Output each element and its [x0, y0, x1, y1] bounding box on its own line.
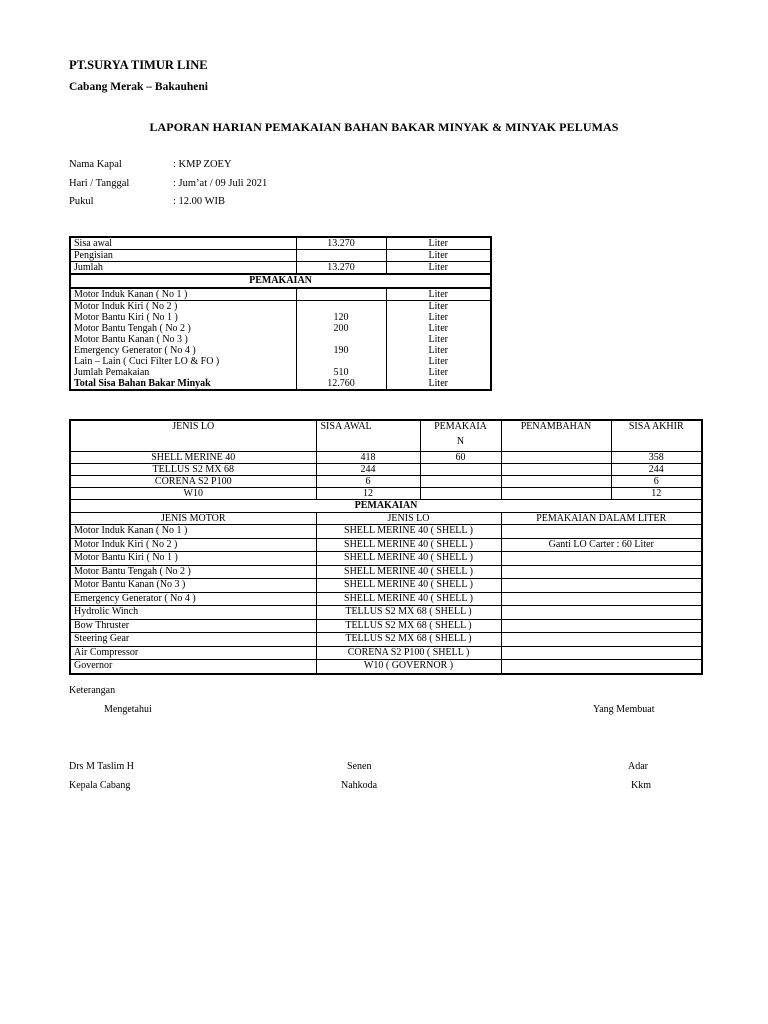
- row-label: Jumlah: [70, 262, 296, 275]
- ship-name-value: : KMP ZOEY: [173, 159, 232, 170]
- time-label: Pukul: [69, 196, 94, 207]
- table-row: [70, 301, 491, 313]
- branch-name: Cabang Merak – Bakauheni: [69, 81, 208, 93]
- table-row: [70, 606, 702, 620]
- report-title: LAPORAN HARIAN PEMAKAIAN BAHAN BAKAR MINYAK & MINYAK PELUMAS: [149, 120, 619, 134]
- lo-tambah: [501, 464, 611, 476]
- motor-name: Governor: [70, 660, 316, 674]
- lo-akhir: 12: [611, 488, 702, 500]
- table-row: [70, 288, 491, 301]
- motor-lo: SHELL MERINE 40 ( SHELL ): [316, 592, 501, 606]
- row-unit: Liter: [386, 237, 491, 250]
- lo-awal: 244: [316, 464, 420, 476]
- signer-name: Senen: [347, 761, 372, 772]
- motor-lo: SHELL MERINE 40 ( SHELL ): [316, 565, 501, 579]
- row-unit: Liter: [386, 323, 491, 334]
- motor-liter: [501, 579, 702, 593]
- row-value: 13.270: [296, 237, 386, 250]
- table-row: [70, 312, 491, 323]
- header-sisa-awal: SISA AWAL: [316, 420, 420, 452]
- motor-name: Motor Bantu Kiri ( No 1 ): [70, 552, 316, 566]
- motor-name: Motor Induk Kanan ( No 1 ): [70, 525, 316, 539]
- row-label: Motor Bantu Tengah ( No 2 ): [70, 323, 296, 334]
- row-unit: Liter: [386, 367, 491, 378]
- table-row: [70, 525, 702, 539]
- row-value: [296, 288, 386, 301]
- motor-lo: TELLUS S2 MX 68 ( SHELL ): [316, 633, 501, 647]
- section-header-row: [70, 274, 491, 288]
- lo-tambah: [501, 476, 611, 488]
- row-unit: Liter: [386, 288, 491, 301]
- motor-liter: [501, 660, 702, 674]
- table-row: [70, 646, 702, 660]
- header-sisa-akhir: SISA AKHIR: [611, 420, 702, 452]
- total-value: 12.760: [296, 378, 386, 390]
- motor-liter: [501, 565, 702, 579]
- row-value: 190: [296, 345, 386, 356]
- row-label: Motor Bantu Kanan ( No 3 ): [70, 334, 296, 345]
- header-jenis-lo: JENIS LO: [70, 420, 316, 452]
- row-label: Sisa awal: [70, 237, 296, 250]
- row-value: 13.270: [296, 262, 386, 275]
- lo-awal: 418: [316, 452, 420, 464]
- table-row: [70, 660, 702, 674]
- motor-lo: W10 ( GOVERNOR ): [316, 660, 501, 674]
- table-row: [70, 464, 702, 476]
- lo-pakai: 60: [420, 452, 501, 464]
- lo-name: TELLUS S2 MX 68: [70, 464, 316, 476]
- header-pemakaian: [420, 420, 501, 452]
- lo-akhir: 358: [611, 452, 702, 464]
- row-value: 510: [296, 367, 386, 378]
- row-unit: Liter: [386, 312, 491, 323]
- table-row: [70, 334, 491, 345]
- lubricant-table: [69, 419, 703, 675]
- table-row: [70, 488, 702, 500]
- row-label: Motor Induk Kiri ( No 2 ): [70, 301, 296, 313]
- table-row: [70, 367, 491, 378]
- table-row: [70, 356, 491, 367]
- section-title: PEMAKAIAN: [70, 500, 702, 513]
- date-label: Hari / Tanggal: [69, 178, 130, 189]
- motor-name: Motor Bantu Tengah ( No 2 ): [70, 565, 316, 579]
- motor-liter: [501, 592, 702, 606]
- table-row: [70, 633, 702, 647]
- table-row: [70, 619, 702, 633]
- motor-liter: Ganti LO Carter : 60 Liter: [501, 538, 702, 552]
- table-row: [70, 237, 491, 250]
- table-row: [70, 250, 491, 262]
- fuel-usage-table: [69, 236, 492, 391]
- yang-membuat-label: Yang Membuat: [593, 704, 655, 715]
- lo-header-row: [70, 420, 702, 452]
- signer-role: Nahkoda: [341, 780, 378, 791]
- lo-awal: 12: [316, 488, 420, 500]
- mengetahui-label: Mengetahui: [104, 704, 152, 715]
- total-unit: Liter: [386, 378, 491, 390]
- motor-lo: SHELL MERINE 40 ( SHELL ): [316, 552, 501, 566]
- motor-name: Bow Thruster: [70, 619, 316, 633]
- row-unit: Liter: [386, 334, 491, 345]
- motor-lo: CORENA S2 P100 ( SHELL ): [316, 646, 501, 660]
- row-label: Jumlah Pemakaian: [70, 367, 296, 378]
- motor-liter: [501, 552, 702, 566]
- table-row: [70, 323, 491, 334]
- keterangan-label: Keterangan: [69, 685, 116, 696]
- lo-akhir: 244: [611, 464, 702, 476]
- row-unit: Liter: [386, 356, 491, 367]
- row-unit: Liter: [386, 250, 491, 262]
- motor-liter: [501, 525, 702, 539]
- motor-liter: [501, 633, 702, 647]
- lo-name: SHELL MERINE 40: [70, 452, 316, 464]
- company-name: PT.SURYA TIMUR LINE: [69, 58, 208, 72]
- motor-lo: SHELL MERINE 40 ( SHELL ): [316, 579, 501, 593]
- total-row: [70, 378, 491, 390]
- row-unit: Liter: [386, 345, 491, 356]
- header-pemakaian-line1: PEMAKAIA: [434, 421, 487, 432]
- signer-name: Adar: [628, 761, 648, 772]
- table-row: [70, 262, 491, 275]
- table-row: [70, 345, 491, 356]
- table-row: [70, 565, 702, 579]
- date-value: : Jum’at / 09 Juli 2021: [173, 178, 268, 189]
- section-header-row: [70, 500, 702, 513]
- sub-header-row: [70, 513, 702, 525]
- time-value: : 12.00 WIB: [173, 196, 226, 207]
- table-row: [70, 579, 702, 593]
- table-row: [70, 552, 702, 566]
- header-pemakaian-liter: PEMAKAIAN DALAM LITER: [501, 513, 702, 525]
- section-title: PEMAKAIAN: [70, 274, 491, 288]
- motor-name: Emergency Generator ( No 4 ): [70, 592, 316, 606]
- row-value: [296, 356, 386, 367]
- lo-name: W10: [70, 488, 316, 500]
- motor-name: Motor Bantu Kanan (No 3 ): [70, 579, 316, 593]
- row-value: 200: [296, 323, 386, 334]
- row-value: [296, 250, 386, 262]
- row-unit: Liter: [386, 301, 491, 313]
- motor-lo: TELLUS S2 MX 68 ( SHELL ): [316, 619, 501, 633]
- header-jenis-motor: JENIS MOTOR: [70, 513, 316, 525]
- row-label: Motor Bantu Kiri ( No 1 ): [70, 312, 296, 323]
- lo-akhir: 6: [611, 476, 702, 488]
- motor-liter: [501, 606, 702, 620]
- table-row: [70, 538, 702, 552]
- lo-pakai: [420, 476, 501, 488]
- signer-name: Drs M Taslim H: [69, 761, 134, 772]
- motor-name: Hydrolic Winch: [70, 606, 316, 620]
- row-label: Motor Induk Kanan ( No 1 ): [70, 288, 296, 301]
- table-row: [70, 592, 702, 606]
- lo-name: CORENA S2 P100: [70, 476, 316, 488]
- motor-name: Air Compressor: [70, 646, 316, 660]
- lo-pakai: [420, 488, 501, 500]
- signer-role: Kepala Cabang: [69, 780, 131, 791]
- motor-name: Motor Induk Kiri ( No 2 ): [70, 538, 316, 552]
- row-value: [296, 301, 386, 313]
- motor-lo: SHELL MERINE 40 ( SHELL ): [316, 538, 501, 552]
- row-label: Lain – Lain ( Cuci Filter LO & FO ): [70, 356, 296, 367]
- motor-lo: TELLUS S2 MX 68 ( SHELL ): [316, 606, 501, 620]
- total-label: Total Sisa Bahan Bakar Minyak: [70, 378, 296, 390]
- ship-name-label: Nama Kapal: [69, 159, 122, 170]
- row-label: Emergency Generator ( No 4 ): [70, 345, 296, 356]
- lo-tambah: [501, 488, 611, 500]
- lo-awal: 6: [316, 476, 420, 488]
- lo-pakai: [420, 464, 501, 476]
- table-row: [70, 452, 702, 464]
- header-pemakaian-line2: N: [456, 436, 465, 447]
- motor-name: Steering Gear: [70, 633, 316, 647]
- motor-liter: [501, 646, 702, 660]
- row-value: 120: [296, 312, 386, 323]
- row-unit: Liter: [386, 262, 491, 275]
- row-value: [296, 334, 386, 345]
- header-jenis-lo-usage: JENIS LO: [316, 513, 501, 525]
- header-penambahan: PENAMBAHAN: [501, 420, 611, 452]
- row-label: Pengisian: [70, 250, 296, 262]
- motor-liter: [501, 619, 702, 633]
- lo-tambah: [501, 452, 611, 464]
- motor-lo: SHELL MERINE 40 ( SHELL ): [316, 525, 501, 539]
- signer-role: Kkm: [631, 780, 651, 791]
- table-row: [70, 476, 702, 488]
